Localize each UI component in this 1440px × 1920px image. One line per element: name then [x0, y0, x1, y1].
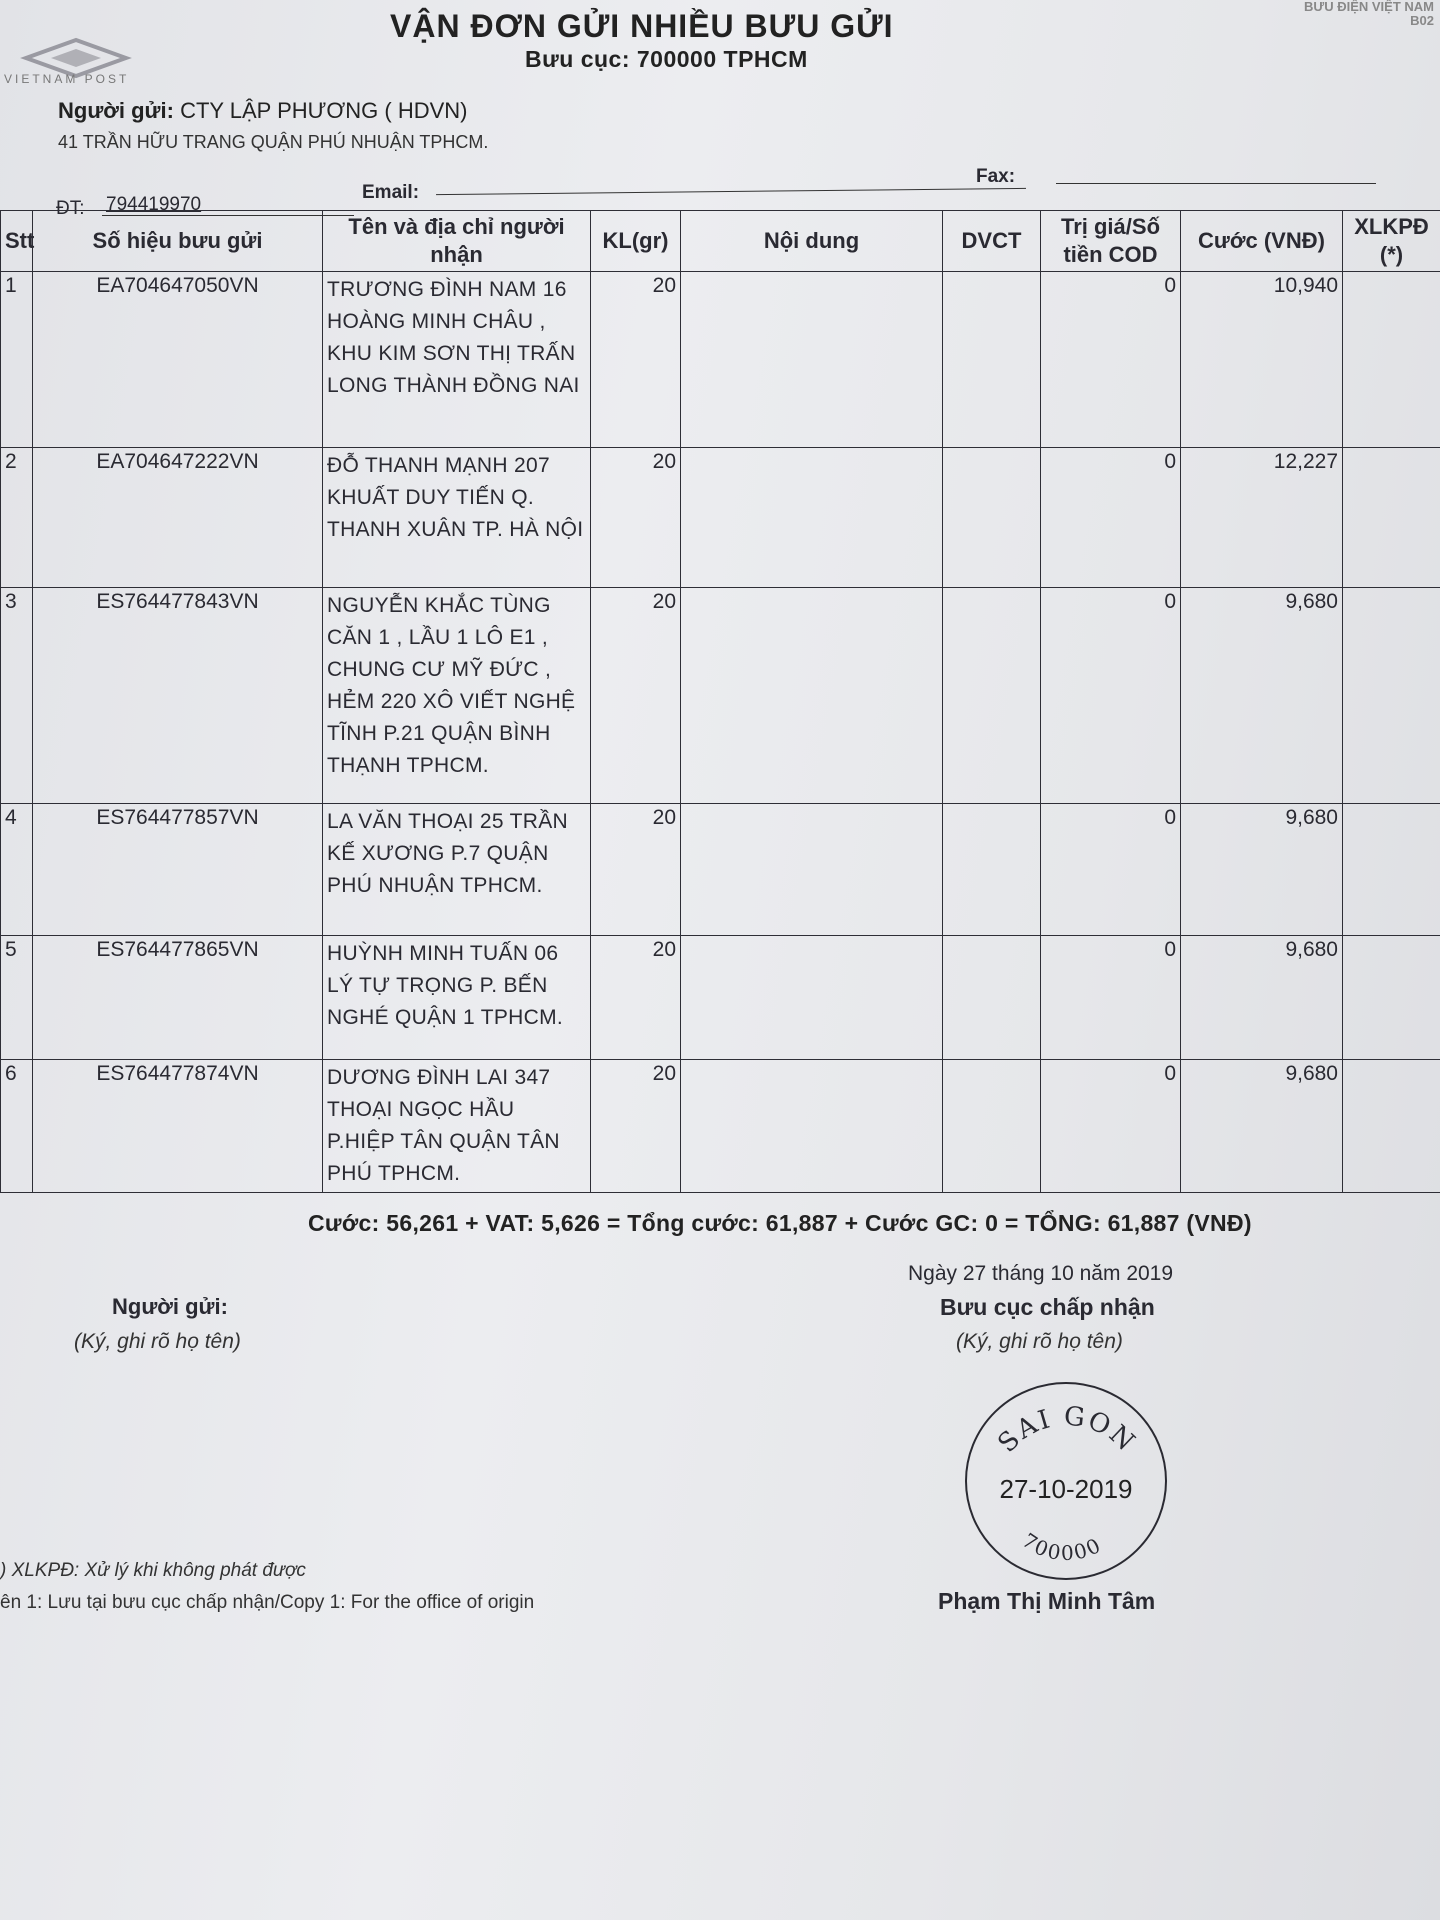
post-office: Bưu cục: 700000 TPHCM: [525, 46, 808, 72]
cell-stt: 4: [1, 804, 33, 936]
cell-cod: 0: [1041, 588, 1181, 804]
cell-code: ES764477874VN: [33, 1060, 323, 1193]
cell-fee: 9,680: [1181, 804, 1343, 936]
email-underline: [436, 187, 1026, 195]
cell-weight: 20: [591, 804, 681, 936]
cell-receiver: LA VĂN THOẠI 25 TRẦN KẾ XƯƠNG P.7 QUẬN PHÚ NHUẬN TPHCM.: [323, 804, 591, 936]
cell-stt: 1: [1, 272, 33, 448]
cell-receiver: NGUYỄN KHẮC TÙNG CĂN 1 , LẦU 1 LÔ E1 , CHUNG CƯ MỸ ĐỨC , HẺM 220 XÔ VIẾT NGHỆ TĨNH P.21 QUẬN BÌNH THẠNH TPHCM.: [323, 588, 591, 804]
cell-dvct: [943, 804, 1041, 936]
stamp-date: 27-10-2019: [999, 1474, 1133, 1504]
cell-dvct: [943, 936, 1041, 1060]
cell-receiver: ĐỖ THANH MẠNH 207 KHUẤT DUY TIẾN Q. THANH XUÂN TP. HÀ NỘI: [323, 448, 591, 588]
cell-cod: 0: [1041, 448, 1181, 588]
cell-xlkpd: [1343, 272, 1440, 448]
table-row: [1, 1060, 1440, 1193]
cell-content: [681, 1060, 943, 1193]
postmark-stamp: [956, 1376, 1176, 1586]
header-code: Số hiệu bưu gửi: [33, 211, 323, 272]
cell-weight: 20: [591, 1060, 681, 1193]
cell-fee: 10,940: [1181, 272, 1343, 448]
document-title: VẬN ĐƠN GỬI NHIỀU BƯU GỬI: [390, 8, 894, 44]
cell-dvct: [943, 272, 1041, 448]
footnote-xlkpd: ) XLKPĐ: Xử lý khi không phát được: [0, 1560, 306, 1581]
cell-stt: 6: [1, 1060, 33, 1193]
cell-xlkpd: [1343, 1060, 1440, 1193]
cell-cod: 0: [1041, 1060, 1181, 1193]
totals-line: Cước: 56,261 + VAT: 5,626 = Tổng cước: 61,887 + Cước GC: 0 = TỔNG: 61,887 (VNĐ): [308, 1210, 1252, 1236]
cell-stt: 5: [1, 936, 33, 1060]
table-row: [1, 588, 1440, 804]
header-cod: Trị giá/Số tiền COD: [1041, 211, 1181, 272]
office-signature-title: Bưu cục chấp nhận: [940, 1294, 1155, 1320]
cell-content: [681, 272, 943, 448]
table-header-row: [1, 211, 1440, 272]
stamp-bottom-text: 700000: [1017, 1528, 1106, 1566]
cell-code: ES764477865VN: [33, 936, 323, 1060]
fax-underline: [1056, 182, 1376, 184]
cell-fee: 9,680: [1181, 588, 1343, 804]
cell-xlkpd: [1343, 448, 1440, 588]
sender-label: Người gửi:: [58, 98, 174, 123]
cell-cod: 0: [1041, 936, 1181, 1060]
cell-stt: 2: [1, 448, 33, 588]
sender-signature-note: (Ký, ghi rõ họ tên): [74, 1330, 241, 1353]
cell-dvct: [943, 448, 1041, 588]
document-date: Ngày 27 tháng 10 năm 2019: [908, 1262, 1174, 1285]
items-table: [0, 210, 1440, 1193]
header-weight: KL(gr): [591, 211, 681, 272]
cell-code: EA704647222VN: [33, 448, 323, 588]
header-receiver: Tên và địa chỉ người nhận: [323, 211, 591, 272]
cell-cod: 0: [1041, 272, 1181, 448]
cell-content: [681, 804, 943, 936]
stamp-top-text: SAI GON: [992, 1401, 1142, 1459]
cell-stt: 3: [1, 588, 33, 804]
signer-name: Phạm Thị Minh Tâm: [938, 1588, 1156, 1614]
cell-weight: 20: [591, 936, 681, 1060]
phone-label: ĐT:: [56, 198, 85, 219]
email-label: Email:: [362, 182, 420, 203]
corner-text: BƯU ĐIỆN VIỆT NAM: [1304, 0, 1434, 14]
cell-receiver: TRƯƠNG ĐÌNH NAM 16 HOÀNG MINH CHÂU , KHU KIM SƠN THỊ TRẤN LONG THÀNH ĐỒNG NAI: [323, 272, 591, 448]
cell-cod: 0: [1041, 804, 1181, 936]
sender-address: 41 TRẦN HỮU TRANG QUẬN PHÚ NHUẬN TPHCM.: [58, 132, 489, 152]
cell-dvct: [943, 588, 1041, 804]
cell-code: EA704647050VN: [33, 272, 323, 448]
cell-xlkpd: [1343, 804, 1440, 936]
cell-xlkpd: [1343, 936, 1440, 1060]
cell-xlkpd: [1343, 588, 1440, 804]
cell-content: [681, 936, 943, 1060]
cell-fee: 12,227: [1181, 448, 1343, 588]
table-row: [1, 272, 1440, 448]
table-row: [1, 448, 1440, 588]
sender-name: CTY LẬP PHƯƠNG ( HDVN): [180, 98, 468, 123]
table-row: [1, 936, 1440, 1060]
contact-line: [56, 166, 1416, 219]
cell-receiver: HUỲNH MINH TUẤN 06 LÝ TỰ TRỌNG P. BẾN NGHÉ QUẬN 1 TPHCM.: [323, 936, 591, 1060]
cell-content: [681, 588, 943, 804]
cell-weight: 20: [591, 448, 681, 588]
corner-code: B02: [1410, 13, 1434, 28]
cell-code: ES764477843VN: [33, 588, 323, 804]
header-fee: Cước (VNĐ): [1181, 211, 1343, 272]
cell-weight: 20: [591, 588, 681, 804]
cell-fee: 9,680: [1181, 1060, 1343, 1193]
footnote-copy: ên 1: Lưu tại bưu cục chấp nhận/Copy 1: For the office of origin: [0, 1592, 535, 1613]
cell-dvct: [943, 1060, 1041, 1193]
cell-weight: 20: [591, 272, 681, 448]
header-stt: Stt: [1, 211, 33, 272]
cell-fee: 9,680: [1181, 936, 1343, 1060]
cell-content: [681, 448, 943, 588]
office-signature-note: (Ký, ghi rõ họ tên): [956, 1330, 1123, 1353]
sender-line: [58, 98, 468, 124]
header-dvct: DVCT: [943, 211, 1041, 272]
table-row: [1, 804, 1440, 936]
logo-text: VIETNAM POST: [4, 72, 130, 86]
cell-receiver: DƯƠNG ĐÌNH LAI 347 THOẠI NGỌC HẦU P.HIỆP TÂN QUẬN TÂN PHÚ TPHCM.: [323, 1060, 591, 1193]
header-content: Nội dung: [681, 211, 943, 272]
sender-signature-title: Người gửi:: [112, 1294, 228, 1319]
cell-code: ES764477857VN: [33, 804, 323, 936]
phone-value: 794419970: [106, 194, 202, 215]
fax-label: Fax:: [976, 166, 1016, 187]
corner-label: [1304, 0, 1434, 28]
header-xlkpd: XLKPĐ (*): [1343, 211, 1440, 272]
